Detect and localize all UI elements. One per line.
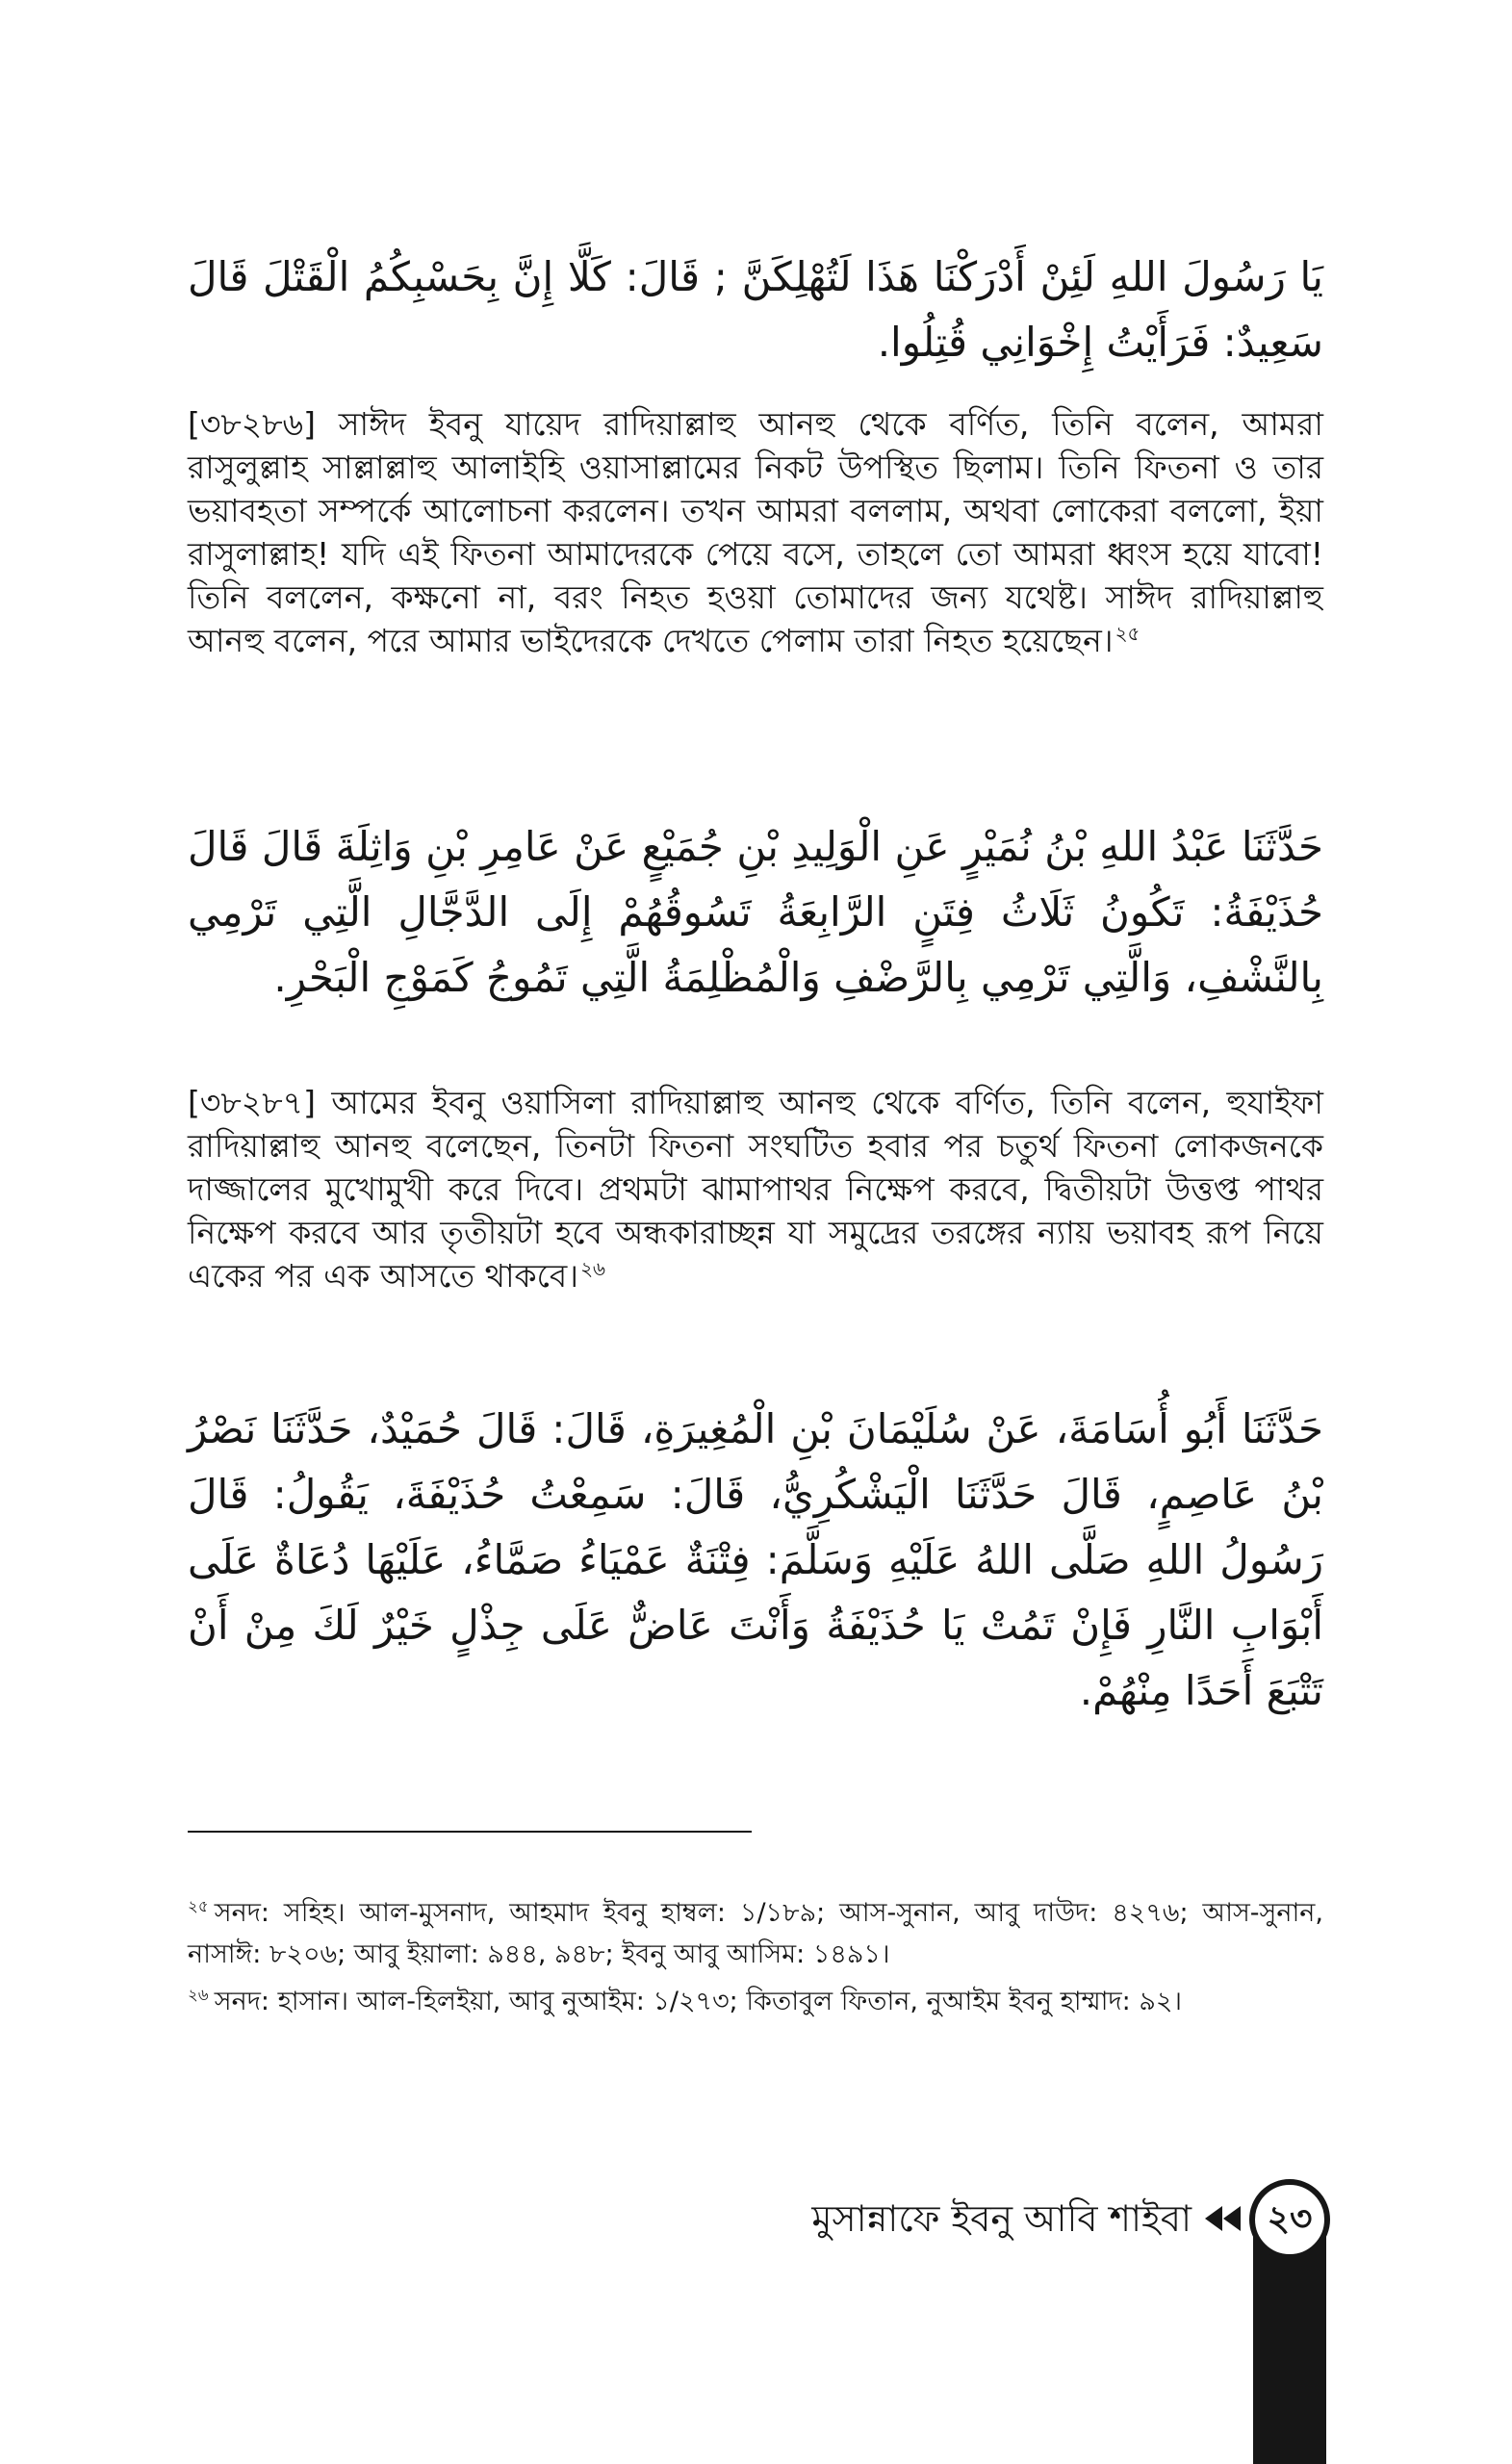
translation-paragraph-1 [188,402,1323,662]
footnote-item [188,1892,1323,1975]
hadith-number: [৩৮২৮৭] [188,1084,316,1121]
arabic-text-1: يَا رَسُولَ اللهِ لَئِنْ أَدْرَكْنَا هَذَا لَتُهْلِكَنَّ ; قَالَ: كَلَّا إِنَّ بِحَسْبِكُمُ الْقَتْلَ قَالَ سَعِيدٌ: فَرَأَيْتُ إِخْوَانِي قُتِلُوا. [188,253,1323,366]
page-number: ২৩ [1249,2179,1330,2260]
arabic-text-2: حَدَّثَنَا عَبْدُ اللهِ بْنُ نُمَيْرٍ عَنِ الْوَلِيدِ بْنِ جُمَيْعٍ عَنْ عَامِرِ بْنِ وَاثِلَةَ قَالَ قَالَ حُذَيْفَةُ: تَكُونُ ثَلَاثُ فِتَنٍ الرَّابِعَةُ تَسُوقُهُمْ إِلَى الدَّجَّالِ الَّتِي تَرْمِي بِالنَّشْفِ، وَالَّتِي تَرْمِي بِالرَّضْفِ وَالْمُظْلِمَةُ الَّتِي تَمُوجُ كَمَوْجِ الْبَحْرِ. [188,823,1323,1001]
translation-text: আমের ইবনু ওয়াসিলা রাদিয়াল্লাহু আনহু থেকে বর্ণিত, তিনি বলেন, হুযাইফা রাদিয়াল্লাহু আনহু বলেছেন, তিনটা ফিতনা সংঘটিত হবার পর চতুর্থ ফিতনা লোকজনকে দাজ্জালের মুখোমুখী করে দিবে। প্রথমটা ঝামাপাথর নিক্ষেপ করবে, দ্বিতীয়টা উত্তপ্ত পাথর নিক্ষেপ করবে আর তৃতীয়টা হবে অন্ধকারাচ্ছন্ন যা সমুদ্রের তরঙ্গের ন্যায় ভয়াবহ রূপ নিয়ে একের পর এক আসতে থাকবে। [188,1084,1323,1295]
arabic-text-3: حَدَّثَنَا أَبُو أُسَامَةَ، عَنْ سُلَيْمَانَ بْنِ الْمُغِيرَةِ، قَالَ: قَالَ حُمَيْدٌ، حَدَّثَنَا نَصْرُ بْنُ عَاصِمٍ، قَالَ حَدَّثَنَا الْيَشْكُرِيُّ، قَالَ: سَمِعْتُ حُذَيْفَةَ، يَقُولُ: قَالَ رَسُولُ اللهِ صَلَّى اللهُ عَلَيْهِ وَسَلَّمَ: فِتْنَةٌ عَمْيَاءُ صَمَّاءُ، عَلَيْهَا دُعَاةٌ عَلَى أَبْوَابِ النَّارِ فَإِنْ تَمُتْ يَا حُذَيْفَةُ وَأَنْتَ عَاضٌّ عَلَى جِذْلٍ خَيْرٌ لَكَ مِنْ أَنْ تَتْبَعَ أَحَدًا مِنْهُمْ. [188,1405,1323,1714]
running-title: মুসান্নাফে ইবনু আবি শাইবা [811,2197,1192,2240]
footnote-text: সনদ: সহিহ। আল-মুসনাদ, আহমাদ ইবনু হাম্বল: ১/১৮৯; আস-সুনান, আবু দাউদ: ৪২৭৬; আস-সুনান, নাসাঈ: ৮২০৬; আবু ইয়ালা: ৯৪৪, ৯৪৮; ইবনু আবু আসিম: ১৪৯১। [188,1898,1323,1969]
footnote-text: সনদ: হাসান। আল-হিলইয়া, আবু নুআইম: ১/২৭৩; কিতাবুল ফিতান, নুআইম ইবনু হাম্মাদ: ৯২। [214,1987,1183,2016]
footnote-mark: ২৫ [188,1896,209,1915]
footnote-mark: ২৬ [188,1985,209,2004]
footnote-reference: ২৫ [1115,623,1140,645]
hadith-number: [৩৮২৮৬] [188,405,316,443]
footnote-separator [188,1831,752,1833]
translation-text: সাঈদ ইবনু যায়েদ রাদিয়াল্লাহু আনহু থেকে বর্ণিত, তিনি বলেন, আমরা রাসুলুল্লাহ সাল্লাল্লাহু আলাইহি ওয়াসাল্লামের নিকট উপস্থিত ছিলাম। তিনি ফিতনা ও তার ভয়াবহতা সম্পর্কে আলোচনা করলেন। তখন আমরা বললাম, অথবা লোকেরা বললো, ইয়া রাসুলাল্লাহ! যদি এই ফিতনা আমাদেরকে পেয়ে বসে, তাহলে তো আমরা ধ্বংস হয়ে যাবো! তিনি বললেন, কক্ষনো না, বরং নিহত হওয়া তোমাদের জন্য যথেষ্ট। সাঈদ রাদিয়াল্লাহু আনহু বলেন, পরে আমার ভাইদেরকে দেখতে পেলাম তারা নিহত হয়েছেন। [188,405,1323,659]
footnotes [188,1892,1323,2028]
footnote-reference: ২৬ [580,1258,605,1280]
footnote-item [188,1981,1323,2022]
double-left-arrow-icon [1205,2206,1243,2231]
translation-paragraph-2 [188,1081,1323,1297]
